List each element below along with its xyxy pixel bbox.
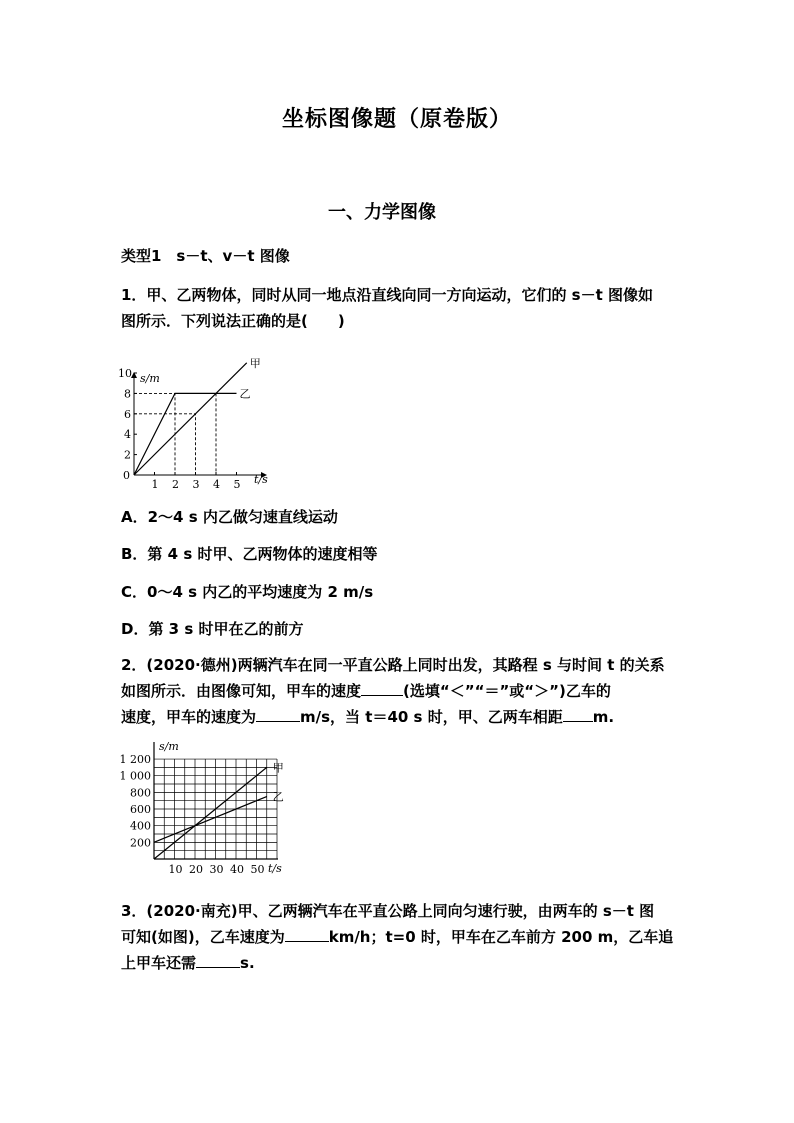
option-a: A．2～4 s 内乙做匀速直线运动 — [121, 508, 338, 526]
question-2-line-3-b: m/s，当 t＝40 s 时，甲、乙两车相距 — [300, 708, 563, 726]
y-tick-label: 200 — [130, 836, 151, 850]
question-2-line-3 — [121, 704, 681, 730]
x-tick-label: 5 — [233, 478, 241, 491]
y-tick-label: 600 — [130, 803, 151, 817]
x-tick-label: 20 — [189, 863, 203, 876]
series-line-1 — [154, 767, 267, 859]
y-tick-label: 8 — [124, 387, 131, 401]
x-tick-label: 1 — [151, 478, 159, 491]
question-3-line-2-a: 可知(如图)，乙车速度为 — [121, 928, 285, 946]
chart-1 — [116, 356, 276, 491]
answer-blank-5[interactable] — [196, 953, 240, 968]
y-axis-label: s/m — [159, 740, 179, 753]
y-axis-label: s/m — [140, 372, 160, 385]
question-1-line-1: 1．甲、乙两物体，同时从同一地点沿直线向同一方向运动，它们的 s－t 图像如 — [121, 286, 653, 304]
question-3-line-1: 3．(2020·南充)甲、乙两辆汽车在平直公路上同向匀速行驶，由两车的 s－t 图 — [121, 902, 655, 920]
option-b: B．第 4 s 时甲、乙两物体的速度相等 — [121, 545, 378, 563]
question-2-line-2-b: (选填“＜”“＝”或“＞”)乙车的 — [403, 682, 611, 700]
answer-blank-3[interactable] — [563, 707, 593, 722]
x-tick-label: 2 — [172, 478, 179, 491]
chart-2 — [116, 738, 286, 878]
x-tick-label: 3 — [192, 478, 200, 491]
answer-blank-1[interactable] — [361, 681, 403, 696]
option-d: D．第 3 s 时甲在乙的前方 — [121, 620, 304, 638]
series-line-2 — [134, 393, 237, 475]
question-2-line-2 — [121, 678, 681, 704]
series-label-1: 甲 — [249, 356, 261, 370]
y-tick-label: 6 — [124, 407, 131, 421]
question-2-line-3-c: m. — [592, 708, 615, 726]
question-2 — [121, 652, 681, 730]
y-tick-label: 400 — [130, 819, 151, 833]
x-tick-label: 50 — [250, 863, 265, 876]
y-tick-label: 2 — [124, 448, 131, 462]
series-line-2 — [154, 797, 267, 843]
question-3-line-3 — [121, 950, 681, 976]
question-3-line-3-b: s. — [240, 954, 255, 972]
series-label-1: 甲 — [272, 761, 284, 775]
x-axis-label: t/s — [268, 862, 282, 875]
type-heading: 类型1 s－t、v－t 图像 — [121, 247, 290, 265]
y-tick-label: 10 — [118, 367, 132, 380]
answer-blank-2[interactable] — [256, 707, 300, 722]
option-c: C．0～4 s 内乙的平均速度为 2 m/s — [121, 583, 374, 601]
question-3-line-2-b: km/h；t=0 时，甲车在乙车前方 200 m，乙车追 — [328, 928, 674, 946]
y-tick-label: 1 200 — [119, 753, 151, 767]
answer-blank-4[interactable] — [285, 927, 329, 942]
y-tick-label: 4 — [124, 428, 131, 442]
x-axis-label: t/s — [254, 473, 268, 486]
question-1 — [121, 282, 681, 334]
question-3-line-3-a: 上甲车还需 — [121, 954, 197, 972]
question-1-line-2: 图所示．下列说法正确的是( ) — [121, 312, 345, 330]
question-3 — [121, 898, 681, 976]
question-3-line-2 — [121, 924, 681, 950]
y-tick-label: 800 — [130, 786, 151, 800]
x-tick-label: 4 — [213, 478, 220, 491]
x-tick-label: 30 — [209, 863, 224, 876]
question-2-line-2-a: 如图所示．由图像可知，甲车的速度 — [121, 682, 362, 700]
x-tick-label: 10 — [168, 863, 183, 876]
question-2-line-1: 2．(2020·德州)两辆汽车在同一平直公路上同时出发，其路程 s 与时间 t 的关系 — [121, 656, 665, 674]
question-2-line-3-a: 速度，甲车的速度为 — [121, 708, 257, 726]
y-tick-label: 1 000 — [119, 769, 151, 783]
page-title: 坐标图像题（原卷版） — [281, 107, 512, 132]
origin-label: 0 — [123, 469, 130, 482]
x-tick-label: 40 — [230, 863, 244, 876]
series-label-2: 乙 — [272, 790, 284, 804]
section-heading: 一、力学图像 — [328, 202, 436, 223]
series-label-2: 乙 — [239, 387, 251, 401]
